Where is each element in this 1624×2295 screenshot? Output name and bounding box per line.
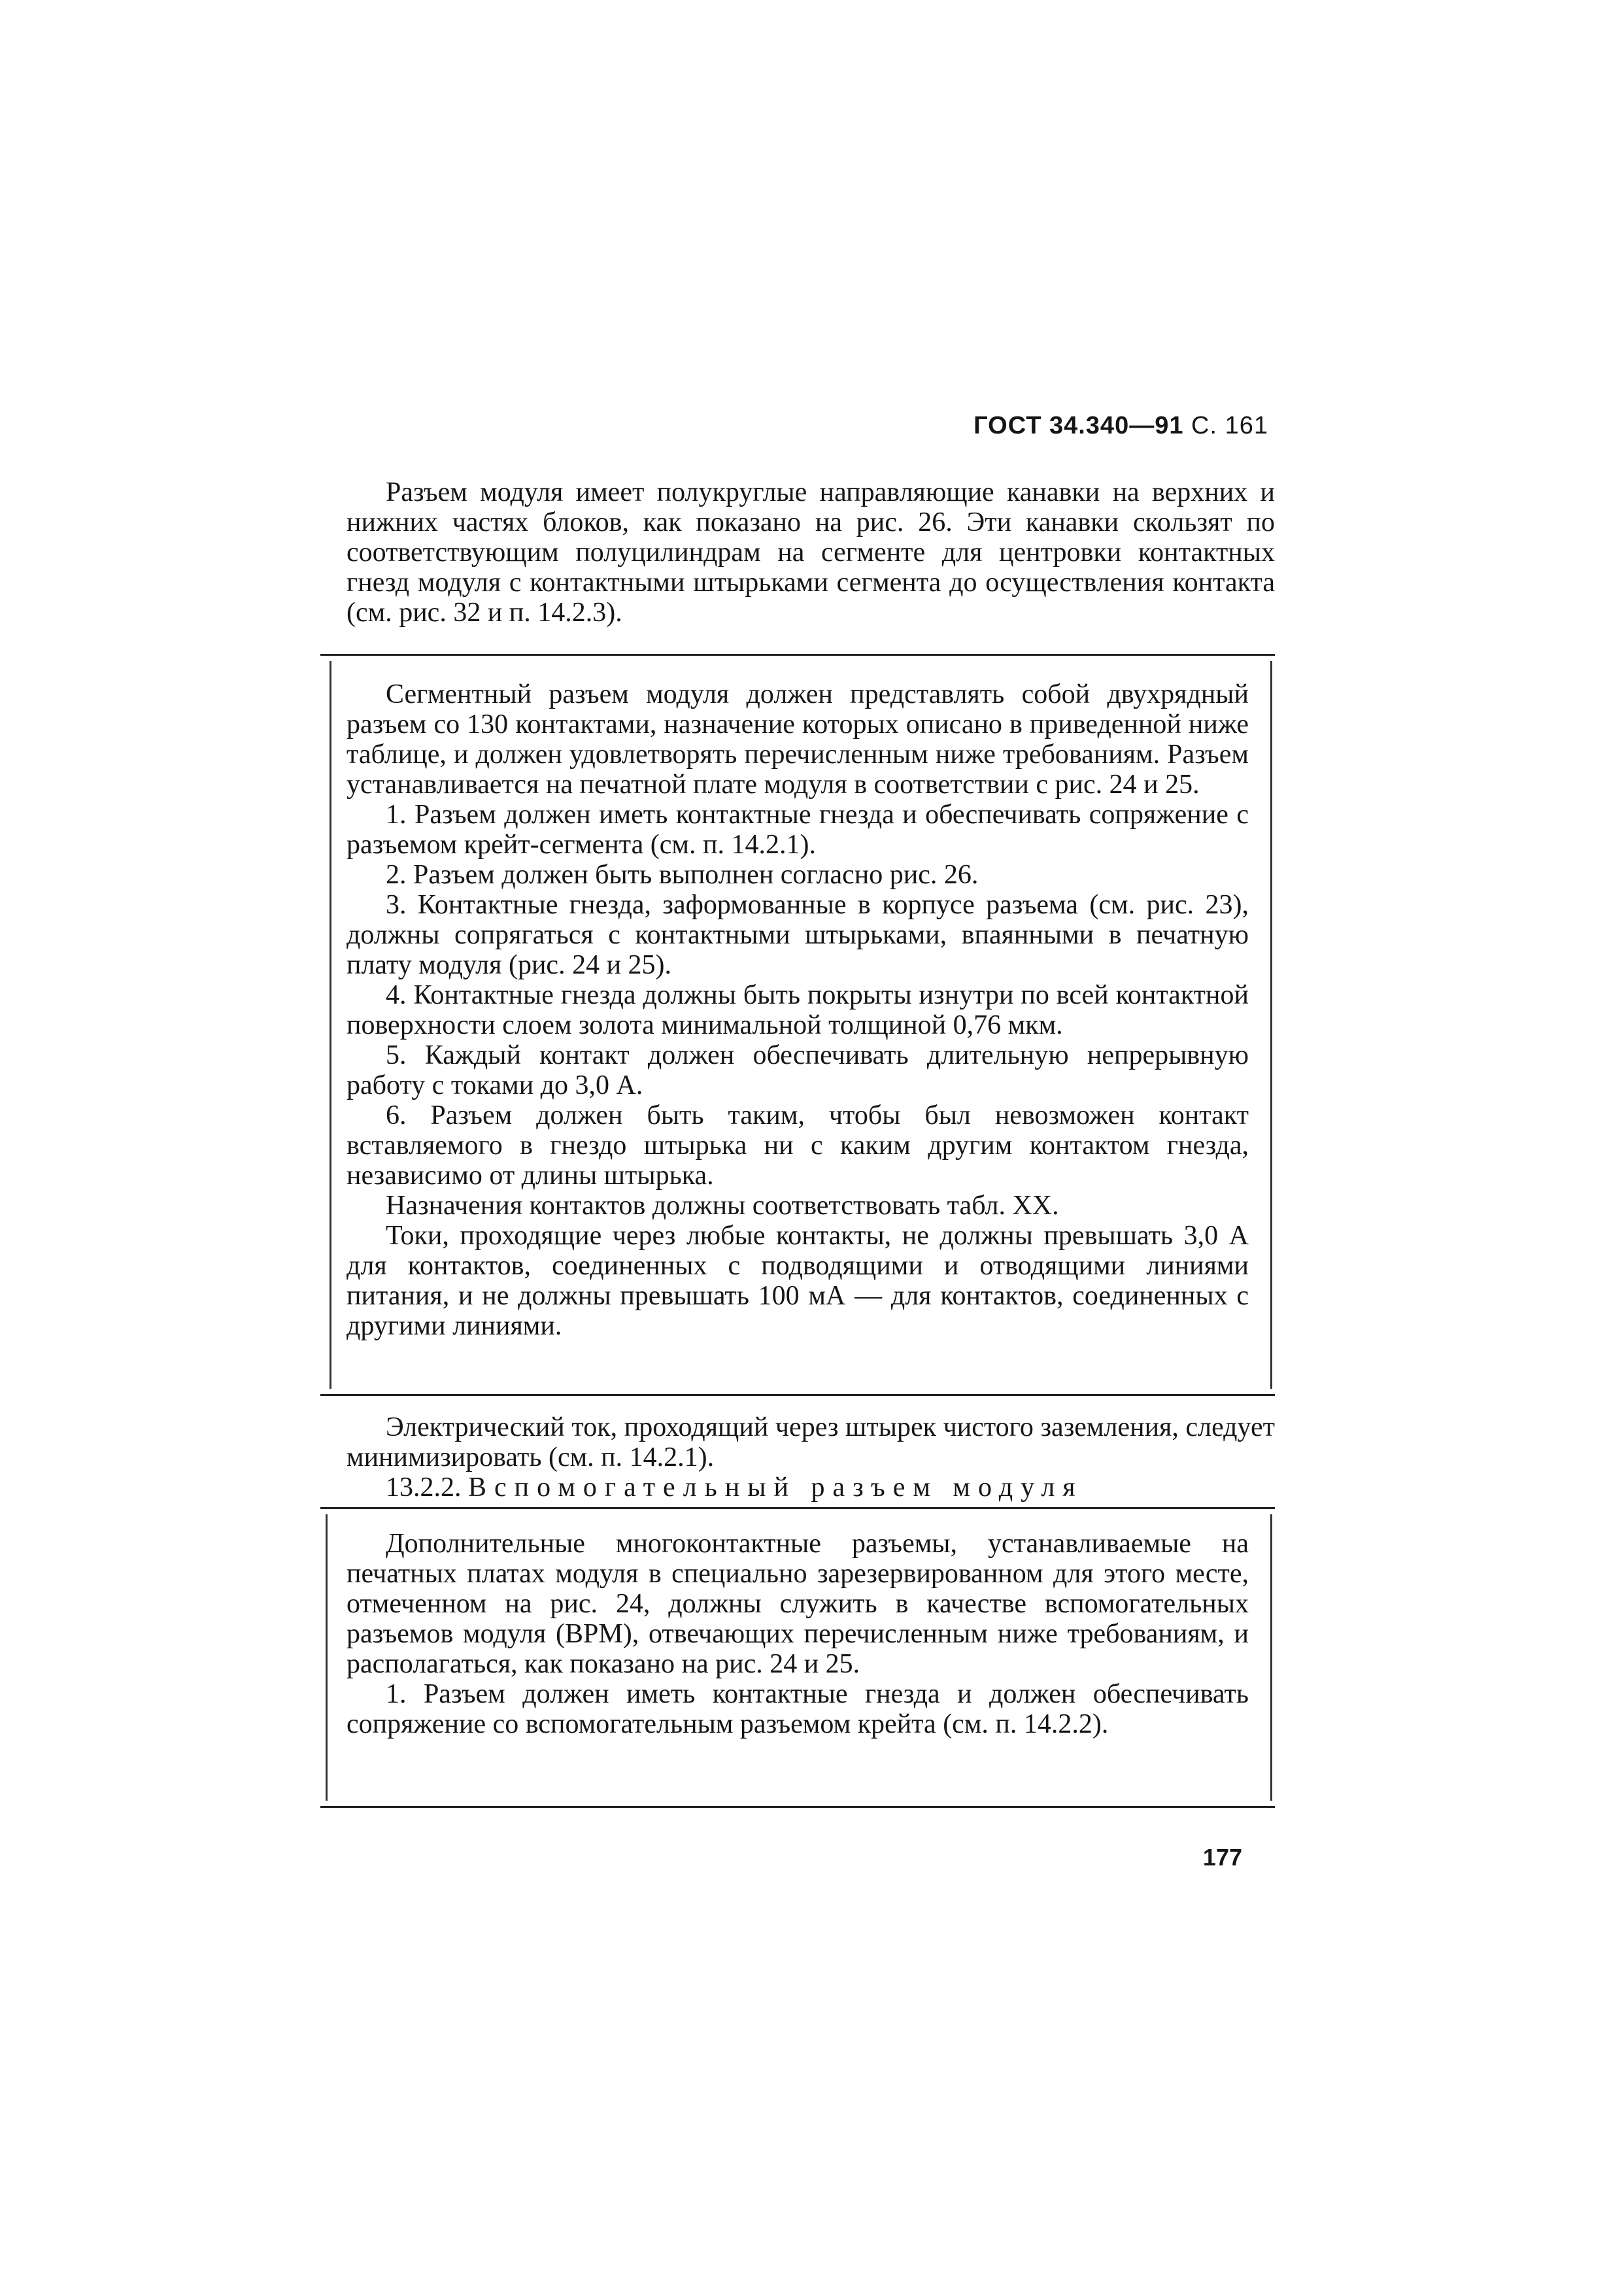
- segment-connector-box: [320, 654, 1275, 1396]
- ground-current-paragraph: Электрический ток, проходящий через штырек чистого заземления, следует минимизировать (см. п. 14.2.1).: [347, 1412, 1275, 1472]
- section-number: 13.2.2.: [386, 1472, 462, 1503]
- standard-code: ГОСТ 34.340—91: [973, 412, 1184, 439]
- box2-item: 1. Разъем должен иметь контактные гнезда и должен обеспечивать сопряжение со вспомогательным разъемом крейта (см. п. 14.2.2).: [347, 1679, 1249, 1739]
- middle-block: [347, 1412, 1275, 1503]
- section-heading: [347, 1472, 1275, 1503]
- segment-connector-text: [320, 679, 1275, 1341]
- box1-item: Назначения контактов должны соответствовать табл. XX.: [386, 1191, 1059, 1221]
- box1-item: 6. Разъем должен быть таким, чтобы был невозможен контакт вставляемого в гнездо штырька ни с каким другим контактом гнезда, независимо от длины штырька.: [347, 1100, 1249, 1191]
- box-left-rule: [326, 1514, 328, 1801]
- running-header: [902, 412, 1268, 440]
- box1-item: Токи, проходящие через любые контакты, не должны превышать 3,0 А для контактов, соединенных с подводящими и отводящими линиями питания, и не должны превышать 100 мА — для контактов, соединенных с другими линиями.: [347, 1221, 1249, 1341]
- box1-item: 5. Каждый контакт должен обеспечивать длительную непрерывную работу с токами до 3,0 А.: [347, 1040, 1249, 1100]
- box2-lead: Дополнительные многоконтактные разъемы, устанавливаемые на печатных платах модуля в специально зарезервированном для этого месте, отмеченном на рис. 24, должны служить в качестве вспомогательных разъемов модуля (ВРМ), отвечающих перечисленным ниже требованиям, и располагаться, как показано на рис. 24 и 25.: [347, 1529, 1249, 1679]
- page-reference: С. 161: [1191, 412, 1268, 439]
- box1-lead: Сегментный разъем модуля должен представлять собой двухрядный разъем со 130 контактами, назначение которых описано в приведенной ниже таблице, и должен удовлетворять перечисленным ниже требованиям. Разъем устанавливается на печатной плате модуля в соответствии с рис. 24 и 25.: [347, 679, 1249, 800]
- auxiliary-connector-text: [320, 1529, 1275, 1739]
- box1-item: 4. Контактные гнезда должны быть покрыты изнутри по всей контактной поверхности слоем золота минимальной толщиной 0,76 мкм.: [347, 980, 1249, 1040]
- page-number: 177: [1202, 1844, 1242, 1871]
- box1-item: 3. Контактные гнезда, заформованные в корпусе разъема (см. рис. 23), должны сопрягаться с контактными штырьками, впаянными в печатную плату модуля (рис. 24 и 25).: [347, 890, 1249, 980]
- box-left-rule: [330, 661, 331, 1389]
- box-right-rule: [1270, 661, 1272, 1389]
- box1-item: 1. Разъем должен иметь контактные гнезда и обеспечивать сопряжение с разъемом крейт-сегмента (см. п. 14.2.1).: [347, 800, 1249, 860]
- box1-item: 2. Разъем должен быть выполнен согласно рис. 26.: [386, 860, 979, 890]
- intro-block: [347, 477, 1275, 628]
- intro-paragraph: Разъем модуля имеет полукруглые направляющие канавки на верхних и нижних частях блоков, как показано на рис. 26. Эти канавки скользят по соответствующим полуцилиндрам на сегменте для центровки контактных гнезд модуля с контактными штырьками сегмента до осуществления контакта (см. рис. 32 и п. 14.2.3).: [347, 477, 1275, 628]
- auxiliary-connector-box: [320, 1507, 1275, 1808]
- section-title: Вспомогательный разъем модуля: [468, 1472, 1083, 1503]
- box-right-rule: [1270, 1514, 1272, 1801]
